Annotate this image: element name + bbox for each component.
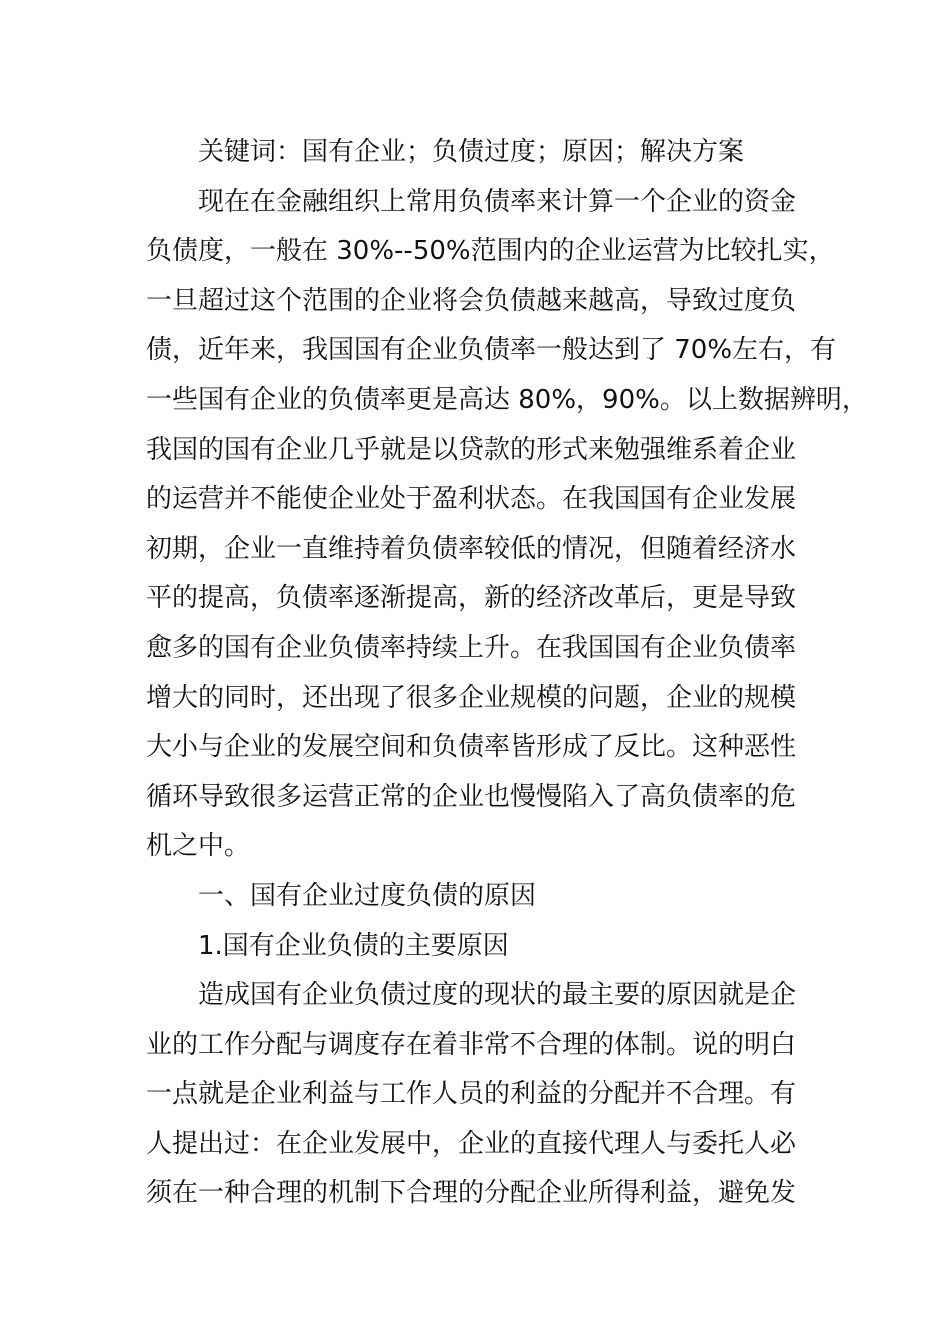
subsection-heading: 1.国有企业负债的主要原因 [198, 930, 509, 961]
text-line: 平的提高，负债率逐渐提高，新的经济改革后，更是导致 [146, 583, 797, 614]
text-line: 须在一种合理的机制下合理的分配企业所得利益，避免发 [146, 1178, 797, 1209]
text-line: 机之中。 [146, 831, 251, 862]
section-heading: 一、国有企业过度负债的原因 [198, 880, 537, 911]
text-line: 造成国有企业负债过度的现状的最主要的原因就是企 [198, 980, 797, 1011]
text-line: 人提出过：在企业发展中，企业的直接代理人与委托人必 [146, 1128, 797, 1159]
text-line: 一点就是企业利益与工作人员的利益的分配并不合理。有 [146, 1079, 797, 1110]
text-line: 大小与企业的发展空间和负债率皆形成了反比。这种恶性 [146, 732, 797, 763]
text-line: 现在在金融组织上常用负债率来计算一个企业的资金 [198, 186, 797, 217]
text-line: 债，近年来，我国国有企业负债率一般达到了 70%左右，有 [146, 335, 837, 366]
text-line: 一旦超过这个范围的企业将会负债越来越高，导致过度负 [146, 285, 797, 316]
text-line: 负债度，一般在 30%--50%范围内的企业运营为比较扎实， [146, 236, 835, 267]
text-line: 增大的同时，还出现了很多企业规模的问题，企业的规模 [146, 682, 797, 713]
text-line: 的运营并不能使企业处于盈利状态。在我国国有企业发展 [146, 484, 797, 515]
document-body [146, 128, 868, 1219]
text-line: 初期，企业一直维持着负债率较低的情况，但随着经济水 [146, 533, 797, 564]
keywords-line: 关键词：国有企业；负债过度；原因；解决方案 [198, 137, 745, 167]
text-line: 一些国有企业的负债率更是高达 80%，90%。以上数据辨明， [146, 384, 868, 415]
text-line: 循环导致很多运营正常的企业也慢慢陷入了高负债率的危 [146, 781, 797, 812]
text-line: 业的工作分配与调度存在着非常不合理的体制。说的明白 [146, 1029, 797, 1060]
text-line: 愈多的国有企业负债率持续上升。在我国国有企业负债率 [146, 632, 797, 663]
text-line: 我国的国有企业几乎就是以贷款的形式来勉强维系着企业 [146, 434, 797, 465]
